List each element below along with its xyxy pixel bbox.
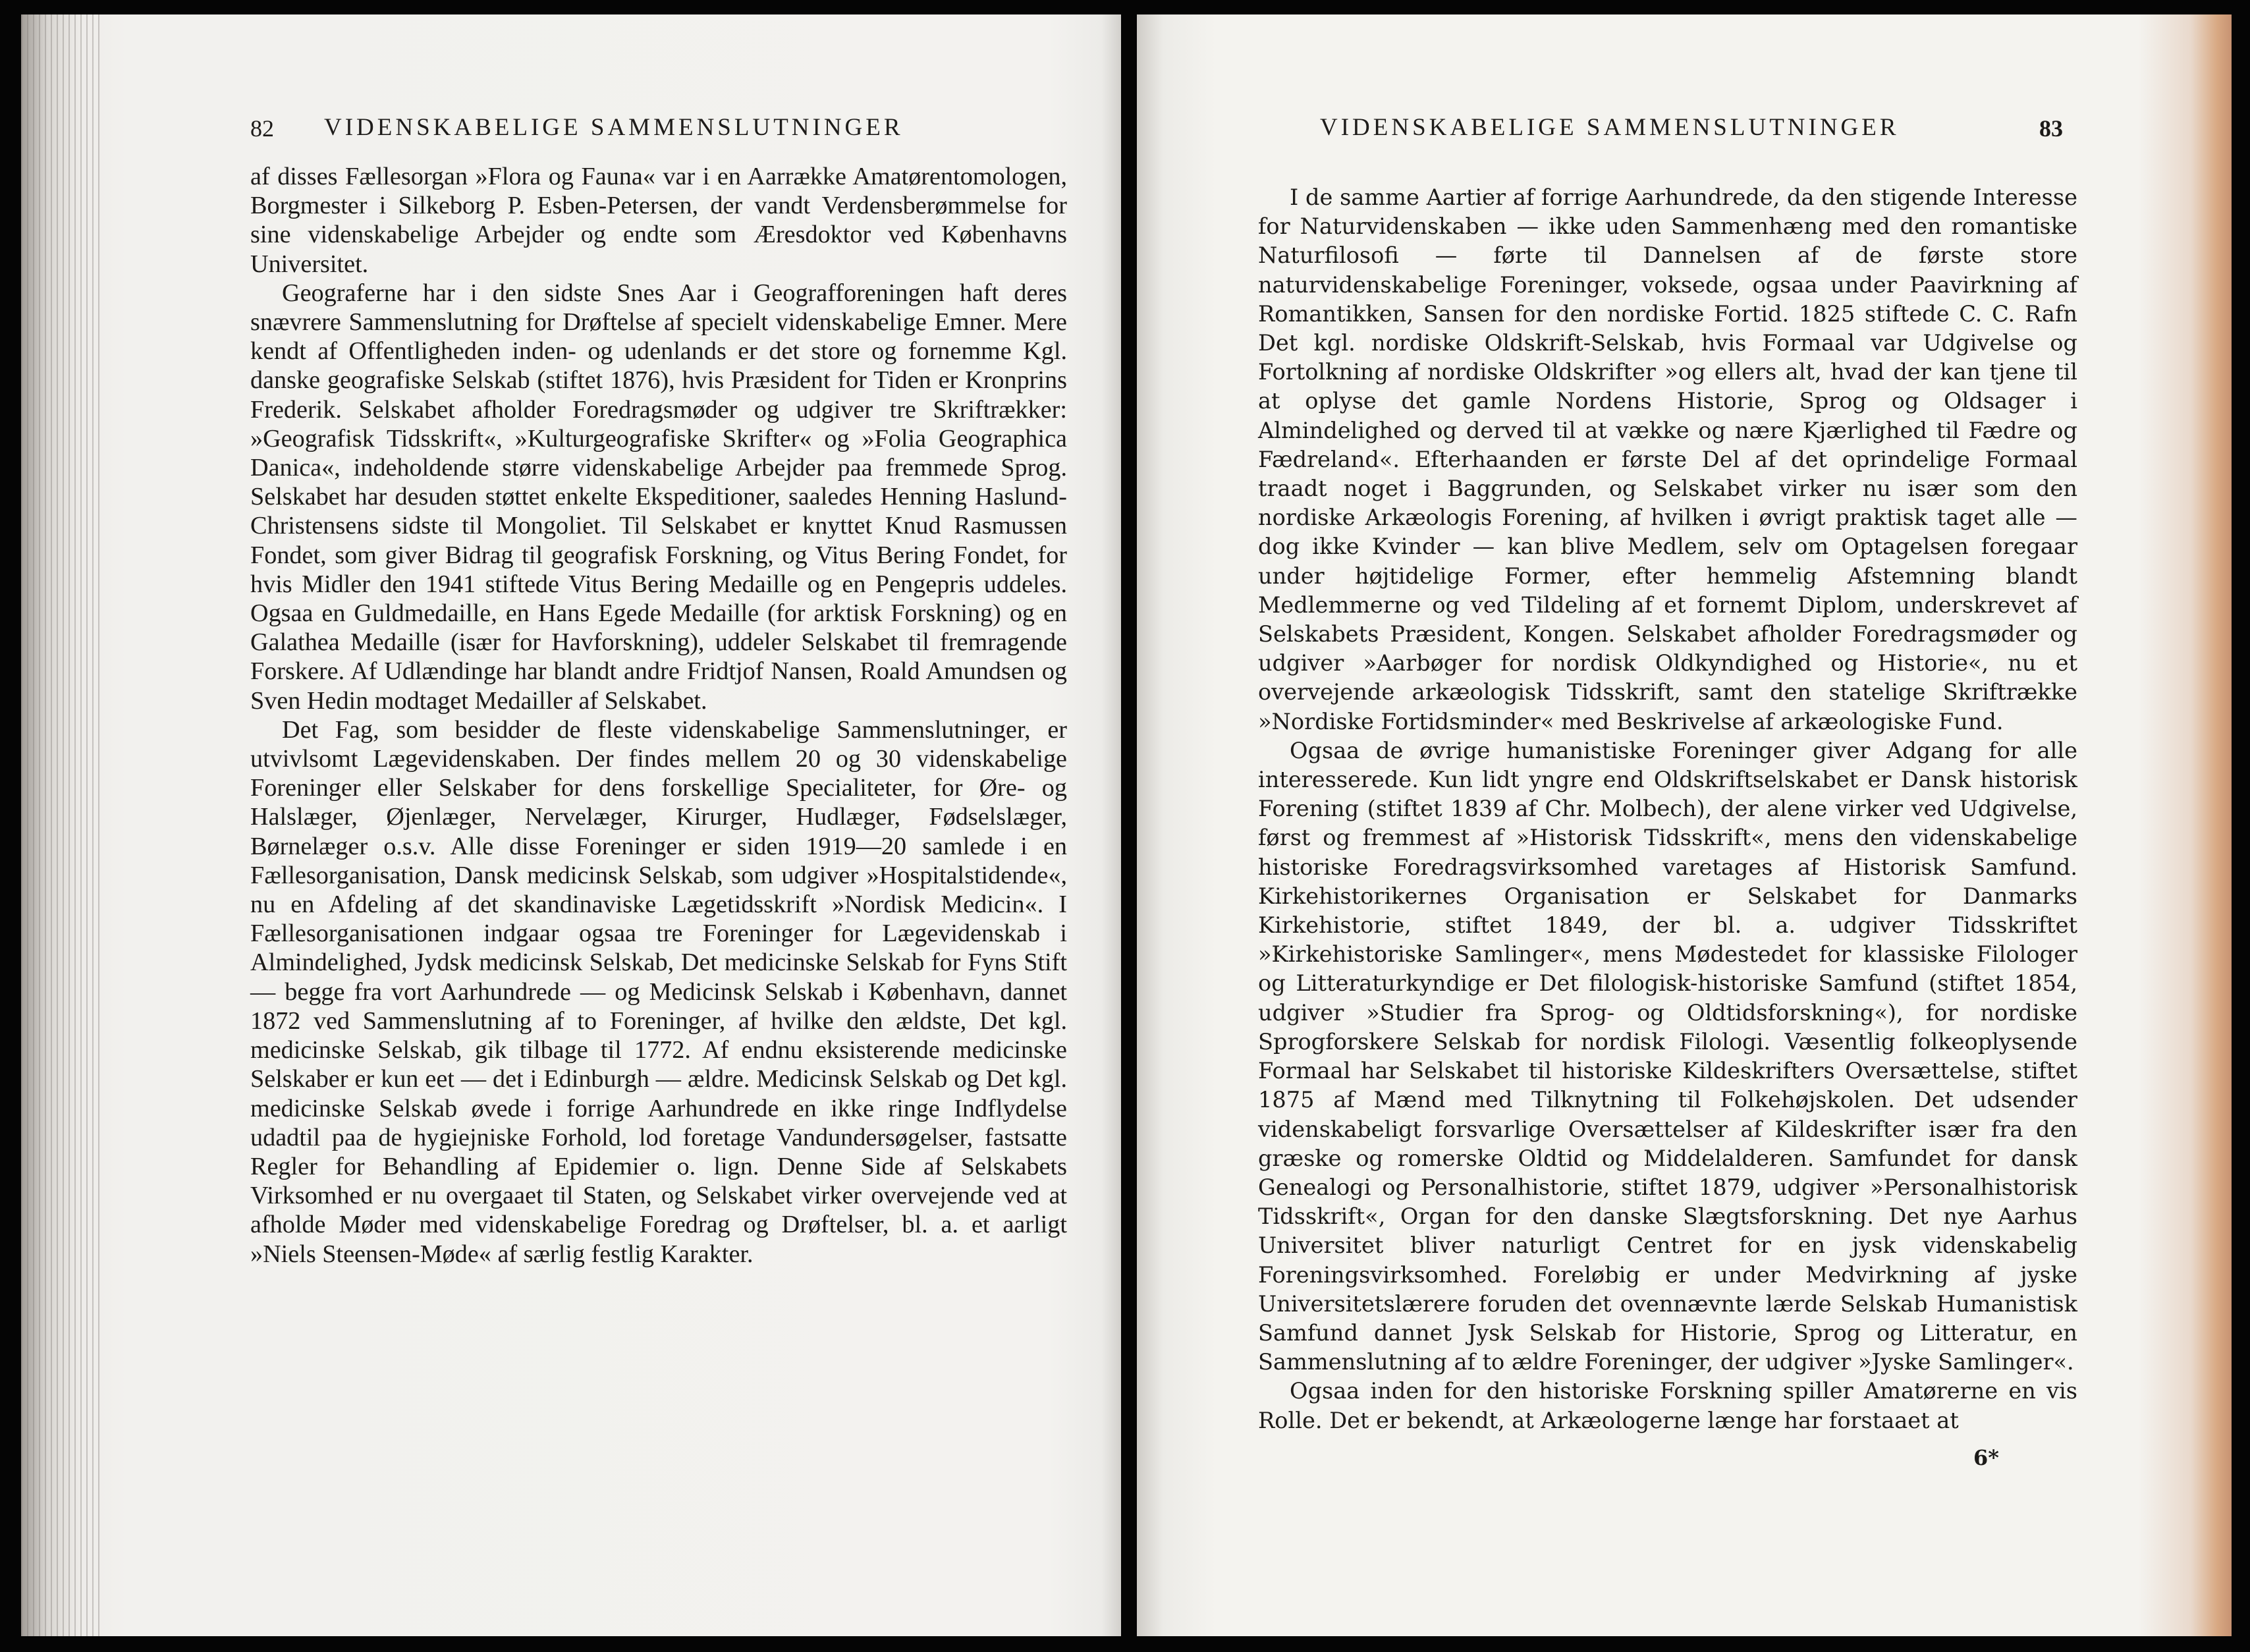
body-text — [1258, 183, 2077, 1435]
paragraph: Ogsaa inden for den historiske Forskning spiller Amatørerne en vis Rolle. Det er bekendt, at Arkæologerne længe har forstaaet at — [1258, 1378, 2077, 1433]
paragraph: Geograferne har i den sidste Snes Aar i Geografforeningen haft deres snævrere Sammenslutning for Drøftelse af specielt videnskabelige Emner. Mere kendt af Offentligheden inden- og udenlands er det store og fornemme Kgl. danske geografiske Selskab (stiftet 1876), hvis Præsident for Tiden er Kronprins Frederik. Selskabet afholder Foredragsmøder og udgiver tre Skriftrækker: »Geografisk Tidsskrift«, »Kulturgeografiske Skrifter« og »Folia Geographica Danica«, indeholdende større videnskabelige Arbejder paa fremmede Sprog. Selskabet har desuden støttet enkelte Ekspeditioner, saaledes Henning Haslund-Christensens sidste til Mongoliet. Til Selskabet er knyttet Knud Rasmussen Fondet, som giver Bidrag til geografisk Forskning, og Vitus Bering Fondet, for hvis Midler den 1941 stiftede Vitus Bering Medaille og en Pengepris uddeles. Ogsaa en Guldmedaille, en Hans Egede Medaille (for arktisk Forskning) og en Galathea Medaille (især for Havforskning), uddeler Selskabet til fremragende Forskere. Af Udlændinge har blandt andre Fridtjof Nansen, Roald Amundsen og Sven Hedin modtaget Medailler af Selskabet. — [250, 279, 1067, 715]
right-page — [1137, 14, 2232, 1636]
page-number: 83 — [2039, 115, 2063, 142]
page-number: 82 — [250, 115, 274, 142]
running-head: VIDENSKABELIGE SAMMENSLUTNINGER — [1320, 114, 1900, 141]
page-edge-shading — [21, 14, 100, 1636]
paragraph: Ogsaa de øvrige humanistiske Foreninger giver Adgang for alle interesserede. Kun lidt yngre end Oldskriftselskabet er Dansk historisk Forening (stiftet 1839 af Chr. Molbech), der alene virker ved Udgivelse, først og fremmest af »Historisk Tidsskrift«, mens den videnskabelige historiske Foredragsvirksomhed varetages af Historisk Samfund. Kirkehistorikernes Organisation er Selskabet for Danmarks Kirkehistorie, stiftet 1849, der bl. a. udgiver Tidsskriftet »Kirkehistoriske Samlinger«, mens Mødestedet for klassiske Filologer og Litteraturkyndige er Det filologisk-historiske Samfund (stiftet 1854, udgiver »Studier fra Sprog- og Oldtidsforskning«), for nordiske Sprogforskere Selskab for nordisk Filologi. Væsentlig folkeoplysende Formaal har Selskabet til historiske Kildeskrifters Oversættelse, stiftet 1875 af Mænd med Tilknytning til Folkehøjskolen. Det udsender videnskabeligt forsvarlige Oversættelser af Kildeskrifter især fra den græske og romerske Oldtid og Middelalderen. Samfundet for dansk Genealogi og Personalhistorie, stiftet 1879, udgiver »Personalhistorisk Tidsskrift«, Organ for den danske Slægtsforskning. Det nye Aarhus Universitet bliver naturligt Centret for en jysk videnskabelig Foreningsvirksomhed. Foreløbig er under Medvirkning af jyske Universitetslærere foruden det ovennævnte lærde Selskab Humanistisk Samfund dannet Jysk Selskab for Historie, Sprog og Litteratur, en Sammenslutning af to ældre Foreninger, der udgiver »Jyske Samlinger«. — [1258, 737, 2077, 1375]
body-text — [250, 162, 1067, 1269]
paragraph: af disses Fællesorgan »Flora og Fauna« var i en Aarrække Amatørentomologen, Borgmester i Silkeborg P. Esben-Petersen, der vandt Verdensberømmelse for sine videnskabelige Arbejder og endte som Æresdoktor ved Københavns Universitet. — [250, 163, 1067, 278]
paragraph: I de samme Aartier af forrige Aarhundrede, da den stigende Interesse for Naturvidenskaben — ikke uden Sammenhæng med den romantiske Naturfilosofi — førte til Dannelsen af de første store naturvidenskabelige Foreninger, voksede, ogsaa under Paavirkning af Romantikken, Sansen for den nordiske Fortid. 1825 stiftede C. C. Rafn Det kgl. nordiske Oldskrift-Selskab, hvis Formaal var Udgivelse og Fortolkning af nordiske Oldskrifter »og ellers alt, hvad der kan tjene til at oplyse det gamle Nordens Historie, Sprog og Oldsager i Almindelighed og derved til at vække og nære Kjærlighed til Fædre og Fædreland«. Efterhaanden er første Del af det oprindelige Formaal traadt noget i Baggrunden, og Selskabet virker nu især som den nordiske Arkæologis Forening, af hvilken i øvrigt praktisk taget alle — dog ikke Kvinder — kan blive Medlem, selv om Optagelsen foregaar under højtidelige Former, efter hemmelig Afstemning blandt Medlemmerne og ved Tildeling af et fornemt Diplom, underskrevet af Selskabets Præsident, Kongen. Selskabet afholder Foredragsmøder og udgiver »Aarbøger for nordisk Oldkyndighed og Historie«, nu et overvejende arkæologisk Tidsskrift, samt den statelige Skriftrække »Nordiske Fortidsminder« med Beskrivelse af arkæologiske Fund. — [1258, 184, 2077, 734]
signature-mark: 6* — [1973, 1445, 1999, 1470]
left-page — [21, 14, 1121, 1636]
running-head: VIDENSKABELIGE SAMMENSLUTNINGER — [324, 114, 904, 141]
paragraph: Det Fag, som besidder de fleste videnskabelige Sammenslutninger, er utvivlsomt Lægevidenskaben. Der findes mellem 20 og 30 videnskabelige Foreninger eller Selskaber for dens forskellige Specialiteter, for Øre- og Halslæger, Øjenlæger, Nervelæger, Kirurger, Hudlæger, Fødselslæger, Børnelæger o.s.v. Alle disse Foreninger er siden 1919—20 samlede i en Fællesorganisation, Dansk medicinsk Selskab, som udgiver »Hospitalstidende«, nu en Afdeling af det skandinaviske Lægetidsskrift »Nordisk Medicin«. I Fællesorganisationen indgaar ogsaa tre Foreninger for Lægevidenskab i Almindelighed, Jydsk medicinsk Selskab, Det medicinske Selskab for Fyns Stift — begge fra vort Aarhundrede — og Medicinsk Selskab i København, dannet 1872 ved Sammenslutning af to Foreninger, af hvilke den ældste, Det kgl. medicinske Selskab, gik tilbage til 1772. Af endnu eksisterende medicinske Selskaber er kun eet — det i Edinburgh — ældre. Medicinsk Selskab og Det kgl. medicinske Selskab øvede i forrige Aarhundrede en ikke ringe Indflydelse udadtil paa de hygiejniske Forhold, lod foretage Vandundersøgelser, fastsatte Regler for Behandling af Epidemier o. lign. Denne Side af Selskabets Virksomhed er nu overgaaet til Staten, og Selskabet virker overvejende ved at afholde Møder med videnskabelige Foredrag og Drøftelser, bl. a. et aarligt »Niels Steensen-Møde« af særlig festlig Karakter. — [250, 715, 1067, 1268]
